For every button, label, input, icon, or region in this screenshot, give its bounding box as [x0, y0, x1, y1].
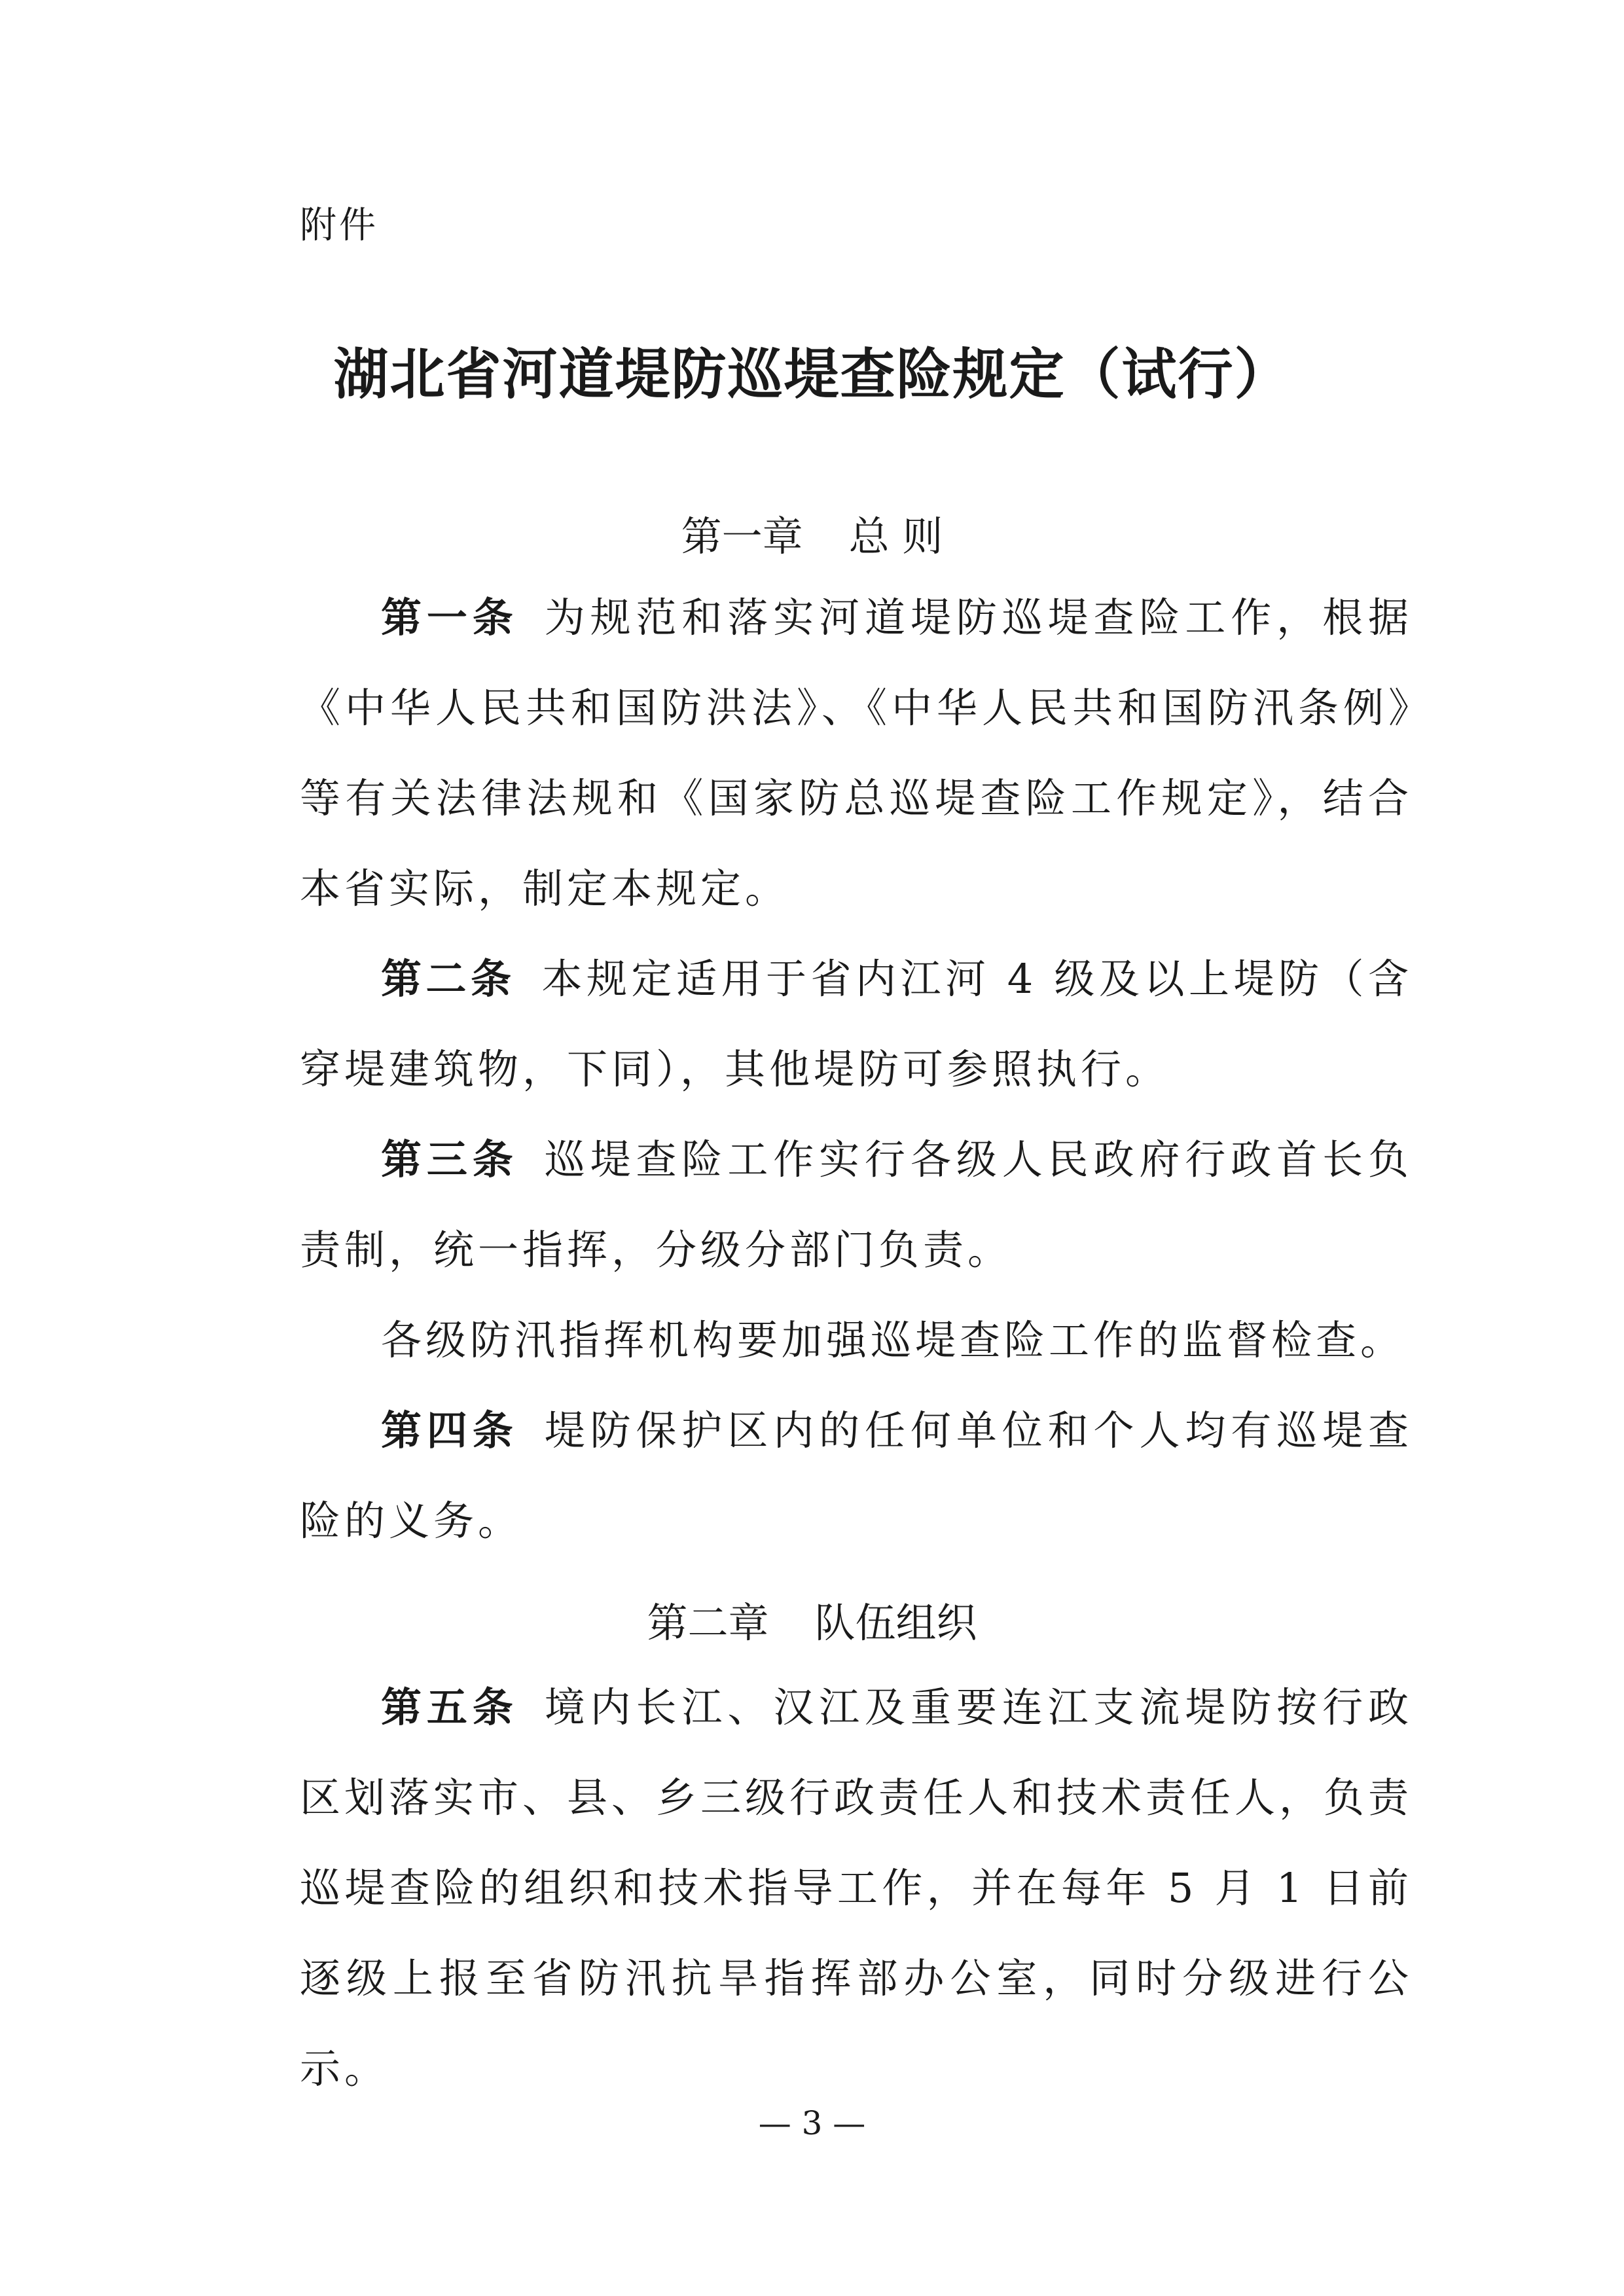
- chapter-1-number: 第一章: [681, 512, 803, 560]
- article-2: [300, 934, 1413, 1115]
- article-label: 第二条: [381, 955, 516, 1003]
- chapter-1-heading: [0, 504, 1624, 562]
- article-5: [300, 1662, 1413, 2114]
- article-1: [300, 573, 1413, 934]
- article-label: 第三条: [381, 1136, 518, 1183]
- document-title: 湖北省河道堤防巡堤查险规定（试行）: [333, 342, 1291, 406]
- article-3: [300, 1115, 1413, 1295]
- article-label: 第五条: [381, 1683, 518, 1731]
- article-3-paragraph-2: [300, 1295, 1413, 1386]
- chapter-2-number: 第二章: [647, 1599, 769, 1647]
- article-4: [300, 1386, 1413, 1566]
- article-text: 为规范和落实河道堤防巡堤查险工作，根据《中华人民共和国防洪法》、《中华人民共和国防汛条例》等有关法律法规和《国家防总巡堤查险工作规定》，结合本省实际，制定本规定。: [300, 594, 1413, 912]
- article-text: 巡堤查险工作实行各级人民政府行政首长负责制，统一指挥，分级分部门负责。: [300, 1136, 1413, 1274]
- attachment-label: 附件: [300, 204, 378, 247]
- article-label: 第一条: [381, 594, 518, 641]
- page-number: — 3 —: [758, 2104, 866, 2142]
- chapter-2-body: [300, 1662, 1413, 2114]
- chapter-2-name: 队伍组织: [814, 1599, 977, 1647]
- article-label: 第四条: [381, 1407, 518, 1454]
- article-text: 本规定适用于省内江河 4 级及以上堤防（含穿堤建筑物，下同），其他堤防可参照执行。: [300, 955, 1413, 1093]
- chapter-2-heading: [0, 1590, 1624, 1649]
- chapter-1-body: [300, 573, 1413, 1566]
- article-text: 境内长江、汉江及重要连江支流堤防按行政区划落实市、县、乡三级行政责任人和技术责任人，负责巡堤查险的组织和技术指导工作，并在每年 5 月 1 日前逐级上报至省防汛抗旱指挥部办公室，同时分级进行公示。: [300, 1683, 1413, 2092]
- article-text: 各级防汛指挥机构要加强巡堤查险工作的监督检查。: [381, 1316, 1405, 1364]
- article-text: 堤防保护区内的任何单位和个人均有巡堤查险的义务。: [300, 1407, 1413, 1545]
- chapter-1-name: 总 则: [848, 512, 943, 560]
